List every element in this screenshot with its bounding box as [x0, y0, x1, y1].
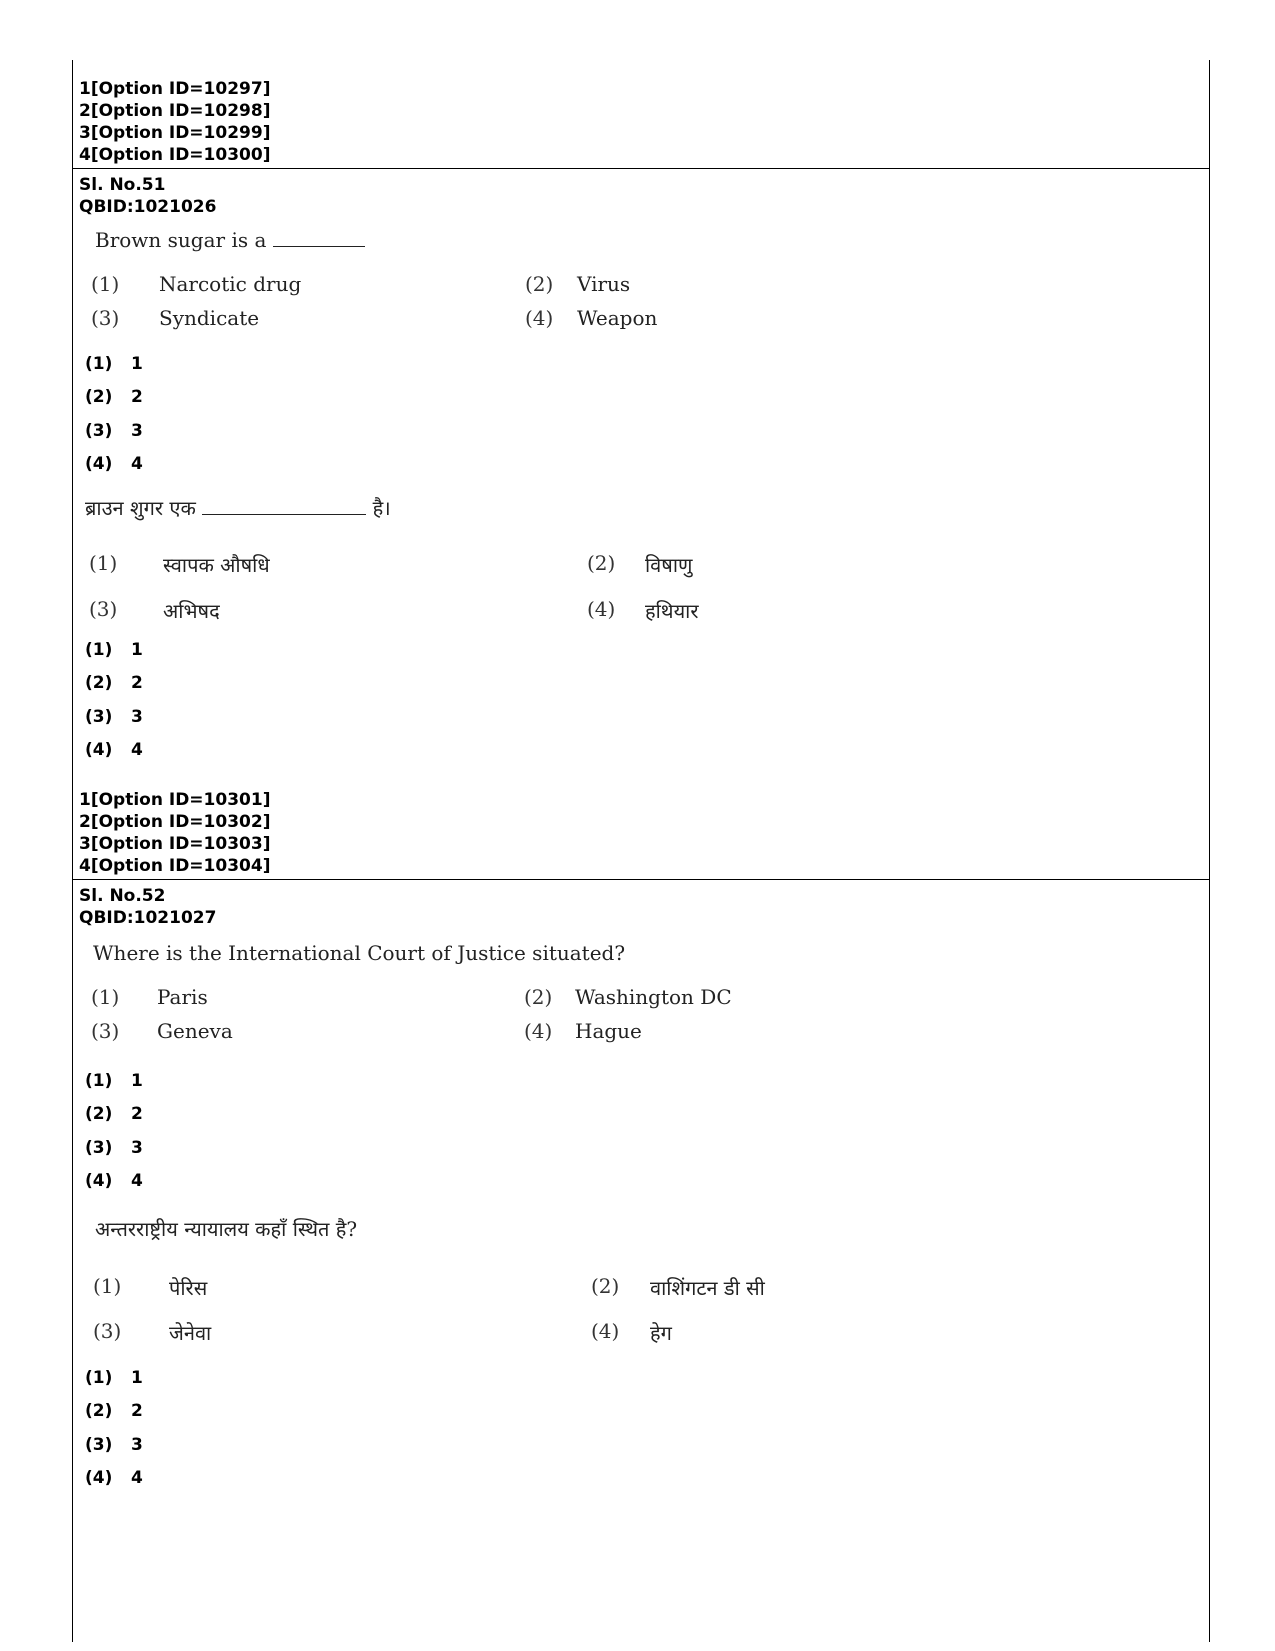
- answer-choice[interactable]: (2) 2: [85, 387, 143, 407]
- question-text-hi: अन्तरराष्ट्रीय न्यायालय कहाँ स्थित है?: [95, 1217, 358, 1241]
- option-label: Geneva: [157, 1019, 233, 1043]
- option-number: (3): [91, 1019, 120, 1043]
- option-id-line: 4[Option ID=10300]: [79, 145, 271, 165]
- question-header-52: [73, 885, 1209, 929]
- option-number: (1): [91, 272, 120, 296]
- option-label: पेरिस: [169, 1276, 208, 1300]
- option-ids-block-51: [73, 789, 1209, 877]
- option-number: (3): [89, 597, 118, 621]
- option-id-line: 1[Option ID=10301]: [79, 790, 271, 810]
- option-id-line: 3[Option ID=10303]: [79, 834, 271, 854]
- option-number: (1): [93, 1274, 122, 1298]
- option-label: हेग: [650, 1321, 672, 1345]
- qbid: QBID:1021027: [79, 908, 217, 928]
- answer-choice[interactable]: (2) 2: [85, 673, 143, 693]
- option-number: (4): [591, 1319, 620, 1343]
- question-text-en: Where is the International Court of Justice situated?: [93, 941, 626, 965]
- option-label: हथियार: [645, 599, 699, 623]
- option-number: (3): [91, 306, 120, 330]
- answer-choice[interactable]: (1) 1: [85, 1071, 143, 1091]
- option-label: स्वापक औषधि: [163, 553, 270, 577]
- serial-number: Sl. No.52: [79, 886, 166, 906]
- answer-choice[interactable]: (1) 1: [85, 354, 143, 374]
- option-number: (4): [524, 1019, 553, 1043]
- option-label: Washington DC: [575, 985, 732, 1009]
- option-number: (2): [524, 985, 553, 1009]
- divider: [73, 879, 1209, 880]
- option-number: (1): [91, 985, 120, 1009]
- option-label: अभिषद: [163, 599, 220, 623]
- answer-choice[interactable]: (2) 2: [85, 1401, 143, 1421]
- divider: [73, 168, 1209, 169]
- option-label: Hague: [575, 1019, 642, 1043]
- answer-blank: [202, 500, 366, 515]
- option-number: (4): [525, 306, 554, 330]
- answer-choice[interactable]: (1) 1: [85, 1368, 143, 1388]
- option-ids-block-prev: [73, 78, 1209, 166]
- option-number: (1): [89, 551, 118, 575]
- serial-number: Sl. No.51: [79, 175, 166, 195]
- option-label: Syndicate: [159, 306, 260, 330]
- answer-choice[interactable]: (4) 4: [85, 740, 143, 760]
- option-id-line: 4[Option ID=10304]: [79, 856, 271, 876]
- answer-choice[interactable]: (4) 4: [85, 1468, 143, 1488]
- option-number: (2): [591, 1274, 620, 1298]
- option-id-line: 2[Option ID=10302]: [79, 812, 271, 832]
- answer-choice[interactable]: (3) 3: [85, 1435, 143, 1455]
- option-label: Weapon: [577, 306, 658, 330]
- answer-blank: [273, 232, 365, 247]
- option-label: विषाणु: [645, 553, 693, 577]
- answer-choice[interactable]: (3) 3: [85, 707, 143, 727]
- option-label: Virus: [577, 272, 631, 296]
- answer-choice[interactable]: (2) 2: [85, 1104, 143, 1124]
- answer-choice[interactable]: (3) 3: [85, 1138, 143, 1158]
- option-id-line: 2[Option ID=10298]: [79, 101, 271, 121]
- option-id-line: 3[Option ID=10299]: [79, 123, 271, 143]
- option-number: (4): [587, 597, 616, 621]
- question-paper-frame: [72, 60, 1210, 1642]
- option-number: (2): [525, 272, 554, 296]
- answer-choice[interactable]: (4) 4: [85, 1171, 143, 1191]
- question-text-hi: ब्राउन शुगर एक है।: [85, 496, 391, 520]
- option-label: Paris: [157, 985, 208, 1009]
- answer-choice[interactable]: (1) 1: [85, 640, 143, 660]
- question-text-en: Brown sugar is a: [95, 228, 365, 252]
- option-label: वाशिंगटन डी सी: [650, 1276, 765, 1300]
- answer-choice[interactable]: (3) 3: [85, 421, 143, 441]
- option-id-line: 1[Option ID=10297]: [79, 79, 271, 99]
- question-header-51: [73, 174, 1209, 218]
- answer-choice[interactable]: (4) 4: [85, 454, 143, 474]
- qbid: QBID:1021026: [79, 197, 217, 217]
- option-number: (3): [93, 1319, 122, 1343]
- option-label: जेनेवा: [169, 1321, 212, 1345]
- option-label: Narcotic drug: [159, 272, 302, 296]
- option-number: (2): [587, 551, 616, 575]
